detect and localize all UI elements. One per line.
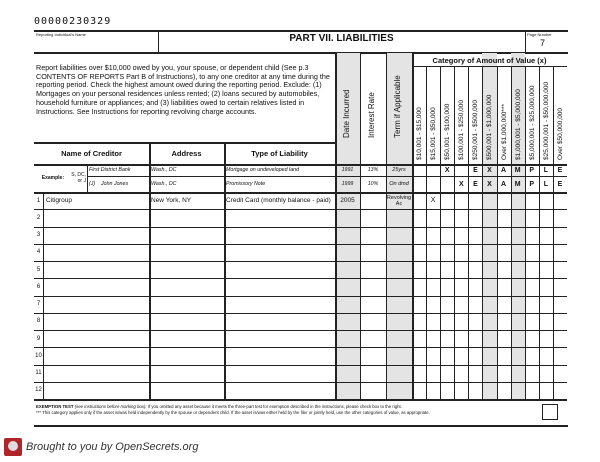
date-incurred (335, 244, 360, 261)
column-header-value-10: $25,000,001 - $50,000,000 (542, 81, 550, 160)
value-mark[interactable]: X (430, 197, 436, 205)
term (386, 227, 412, 244)
row-number: 3 (36, 232, 41, 239)
value-mark[interactable]: L (543, 180, 548, 188)
row-number: 7 (36, 301, 41, 308)
creditor-name (46, 347, 147, 364)
exemption-text: If you omitted any asset because it meets the three-part test for exemption described in the instructions, please check box to the right. (147, 404, 402, 409)
name-label: Reporting Individual's Name (36, 32, 86, 37)
creditor-address (151, 382, 223, 399)
column-header-value-9: $5,000,001 - $25,000,000 (528, 85, 536, 160)
term (386, 278, 412, 295)
creditor-address (151, 278, 223, 295)
divider (525, 66, 526, 399)
liability-type (226, 365, 334, 382)
liability-type (226, 382, 334, 399)
interest-rate (360, 278, 386, 295)
row-number: 2 (36, 214, 41, 221)
row-number: 12 (35, 387, 42, 394)
creditor-address: Wash., DC (151, 167, 177, 173)
interest-rate (360, 244, 386, 261)
column-header-value-8: $1,000,001 - $5,000,000 (514, 89, 522, 160)
page-number-label: Page Number (527, 32, 552, 37)
value-mark[interactable]: L (543, 166, 548, 174)
example-code: (J) (89, 181, 96, 187)
liability-type: Promissory Note (226, 180, 266, 187)
value-mark[interactable]: P (529, 166, 535, 174)
exemption-hint: (see instructions before marking box): (74, 404, 147, 409)
value-mark[interactable]: M (514, 166, 521, 174)
value-mark[interactable]: E (473, 180, 478, 188)
liability-type (226, 330, 334, 347)
column-header-date: Date Incurred (342, 89, 351, 138)
interest-rate (360, 313, 386, 330)
date-incurred: 1991 (341, 167, 354, 173)
exemption-test (36, 404, 531, 416)
divider (87, 164, 88, 192)
row-number: 9 (36, 335, 41, 342)
value-mark[interactable]: A (501, 166, 507, 174)
date-incurred (335, 261, 360, 278)
interest-rate: 13% (367, 167, 379, 173)
term (386, 382, 412, 399)
divider (454, 66, 455, 399)
date-incurred: 2005 (340, 197, 355, 205)
value-mark[interactable]: X (487, 166, 492, 174)
interest-rate (360, 347, 386, 364)
column-header-rate: Interest Rate (367, 92, 376, 138)
interest-rate (360, 261, 386, 278)
value-mark[interactable]: P (529, 180, 535, 188)
divider (43, 192, 44, 399)
interest-rate (360, 192, 386, 209)
creditor-address: New York, NY (151, 197, 192, 205)
column-header-address: Address (171, 148, 202, 158)
creditor-address (151, 330, 223, 347)
interest-rate (360, 382, 386, 399)
creditor-address (151, 313, 223, 330)
term: 25yrs (392, 167, 406, 173)
liability-type (226, 313, 334, 330)
liability-type (226, 227, 334, 244)
liability-type (226, 296, 334, 313)
creditor-name (46, 330, 147, 347)
column-header-category: Category of Amount of Value (x) (432, 56, 547, 65)
document-id: 00000230329 (34, 16, 112, 27)
liability-type (226, 278, 334, 295)
date-incurred (335, 330, 360, 347)
value-mark[interactable]: A (501, 180, 507, 188)
row-number: 11 (35, 370, 42, 377)
row-number: 10 (35, 352, 42, 359)
date-incurred (335, 347, 360, 364)
date-incurred (335, 365, 360, 382)
date-incurred (335, 313, 360, 330)
divider (482, 66, 483, 399)
interest-rate (360, 296, 386, 313)
value-mark[interactable]: E (473, 166, 478, 174)
value-mark[interactable]: X (444, 166, 450, 174)
term (386, 347, 412, 364)
liability-type (226, 244, 334, 261)
interest-rate: 10% (367, 181, 379, 187)
date-incurred (335, 296, 360, 313)
term (386, 330, 412, 347)
divider (511, 66, 512, 399)
liability-type (226, 209, 334, 226)
divider (412, 66, 567, 67)
row-number: 6 (36, 283, 41, 290)
branding-link[interactable]: Brought to you by OpenSecrets.org (26, 441, 199, 453)
column-header-value-6: $500,001 - $1,000,000 (486, 94, 494, 160)
column-header-value-5: $250,001 - $500,000 (472, 100, 480, 160)
date-incurred (335, 209, 360, 226)
creditor-name: Citigroup (46, 197, 73, 205)
value-mark[interactable]: X (458, 180, 464, 188)
column-header-value-1: $10,001 - $15,000 (416, 107, 423, 160)
creditor-address (151, 296, 223, 313)
example-label: Example: (41, 175, 64, 181)
column-header-value-2: $15,001 - $50,000 (430, 107, 438, 160)
exemption-title: EXEMPTION TEST (36, 404, 74, 409)
column-header-value-7: Over $1,000,000*** (500, 103, 508, 160)
column-header-value-4: $100,001 - $250,000 (458, 100, 466, 160)
creditor-address (151, 261, 223, 278)
creditor-address (151, 227, 223, 244)
creditor-name (46, 209, 147, 226)
divider (440, 66, 441, 399)
column-header-creditor: Name of Creditor (61, 148, 122, 158)
value-mark[interactable]: E (557, 180, 563, 188)
creditor-address (151, 347, 223, 364)
term (386, 244, 412, 261)
divider (553, 66, 554, 399)
creditor-name (46, 365, 147, 382)
column-header-term: Term if Applicable (393, 75, 402, 138)
creditor-name: First District Bank (89, 167, 131, 173)
instructions-text: Report liabilities over $10,000 owed by you, your spouse, or dependent child (See p.3 CONTENTS OF REPORTS Part B of Instructions), to any one creditor at any time during the reporting period. Check the highest amount owed during the reporting period. Exclude: (1) Mortgages on your personal residences unless rented; (2) loans secured by automobiles, household furniture or appliances; and (3) liabilities owed to certain relatives listed in Instructions. See Instructions for reporting revolving charge accounts. (36, 63, 330, 116)
creditor-name (46, 244, 147, 261)
page-title: PART VII. LIABILITIES (289, 33, 394, 44)
divider (468, 66, 469, 399)
column-header-value-11: Over $50,000,000 (556, 107, 564, 160)
interest-rate (360, 330, 386, 347)
date-incurred (335, 227, 360, 244)
divider (34, 399, 567, 401)
category-note: *** This category applies only if the asset is/was held independently by the spouse or dependent child. If the asset is/was either held by the filer or jointly held, use the other categories of value, as appropriate. (36, 410, 430, 415)
term (386, 313, 412, 330)
value-mark[interactable]: E (557, 166, 563, 174)
creditor-name (46, 278, 147, 295)
page-number: 7 (540, 38, 546, 48)
row-number: 4 (36, 249, 41, 256)
row-number: 5 (36, 266, 41, 273)
term (386, 209, 412, 226)
date-incurred: 1999 (341, 181, 354, 187)
interest-rate (360, 227, 386, 244)
liability-type (226, 347, 334, 364)
creditor-name (46, 313, 147, 330)
interest-rate (360, 209, 386, 226)
term (386, 261, 412, 278)
example-codes: S, DC, or J (71, 172, 86, 184)
creditor-name (46, 382, 147, 399)
liability-type: Mortgage on undeveloped land (226, 166, 300, 173)
value-mark[interactable]: M (514, 180, 521, 188)
value-mark[interactable]: X (487, 180, 492, 188)
date-incurred (335, 278, 360, 295)
liability-type: Credit Card (monthly balance - paid) (226, 197, 331, 205)
term (386, 296, 412, 313)
creditor-name: John Jones (101, 181, 129, 187)
opensecrets-logo-icon (4, 438, 22, 456)
creditor-name (46, 296, 147, 313)
creditor-address: Wash., DC (151, 181, 177, 187)
divider (426, 66, 427, 399)
term: Revolving Ac (386, 194, 412, 207)
interest-rate (360, 365, 386, 382)
creditor-address (151, 244, 223, 261)
divider (497, 66, 498, 399)
column-header-value-3: $50,001 - $100,000 (444, 103, 452, 160)
creditor-address (151, 365, 223, 382)
divider (539, 66, 540, 399)
creditor-address (151, 209, 223, 226)
term (386, 365, 412, 382)
exemption-checkbox[interactable] (542, 404, 558, 420)
creditor-name (46, 227, 147, 244)
row-number: 1 (36, 197, 41, 204)
creditor-name (46, 261, 147, 278)
liability-type (226, 261, 334, 278)
column-header-type: Type of Liability (251, 148, 308, 158)
term: On dmd (389, 181, 409, 187)
date-incurred (335, 382, 360, 399)
row-number: 8 (36, 318, 41, 325)
